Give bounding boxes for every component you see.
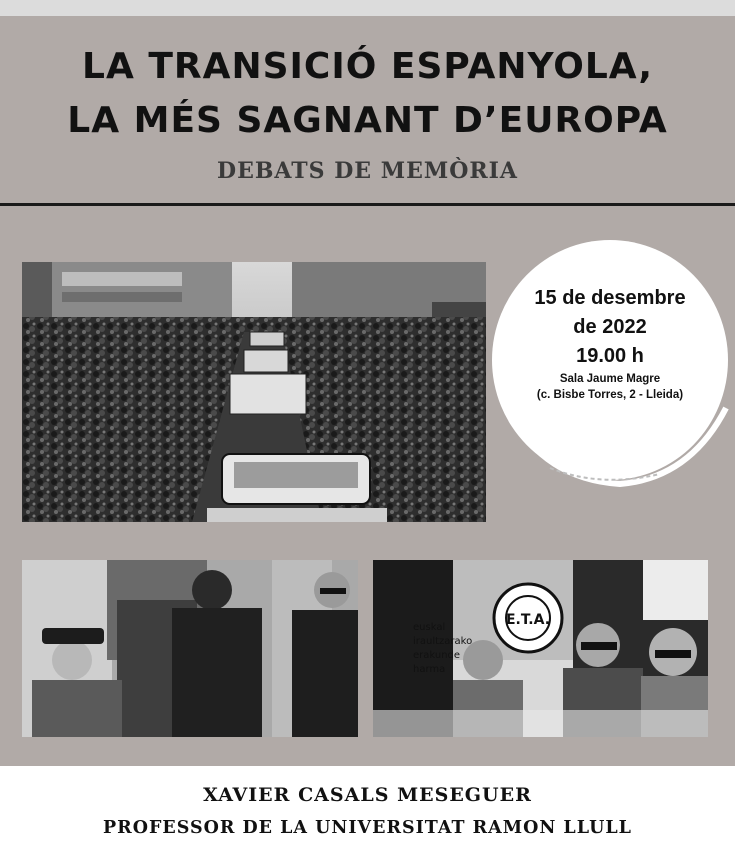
venue-name: Sala Jaume Magre xyxy=(559,373,661,385)
date-line-2: de 2022 xyxy=(573,316,647,338)
divider xyxy=(0,203,735,206)
eta-logo-text: E.T.A. xyxy=(505,612,551,628)
date-line-1: 15 de desembre xyxy=(534,287,686,309)
parliament-photo xyxy=(22,560,358,737)
event-time: 19.00 h xyxy=(576,345,644,367)
poster-title xyxy=(0,40,735,148)
title-line-2: LA MÉS SAGNANT D’EUROPA xyxy=(67,100,668,141)
banner-word-3: erakunde xyxy=(413,650,461,661)
footer xyxy=(0,766,735,862)
poster-subtitle: DEBATS DE MEMÒRIA xyxy=(216,158,518,184)
crowd-photo xyxy=(22,262,486,522)
date-circle xyxy=(490,238,730,488)
venue-address: (c. Bisbe Torres, 2 - Lleida) xyxy=(536,389,684,401)
press-conference-photo xyxy=(373,560,708,737)
banner-word-4: harma xyxy=(413,664,446,675)
speaker-name: XAVIER CASALS MESEGUER xyxy=(203,784,532,806)
top-strip xyxy=(0,0,735,16)
banner-word-2: iraultzarako xyxy=(413,636,473,647)
title-line-1: LA TRANSICIÓ ESPANYOLA, xyxy=(82,46,653,87)
banner-word-1: euskal xyxy=(413,622,446,633)
speaker-role: PROFESSOR DE LA UNIVERSITAT RAMON LLULL xyxy=(103,818,632,838)
